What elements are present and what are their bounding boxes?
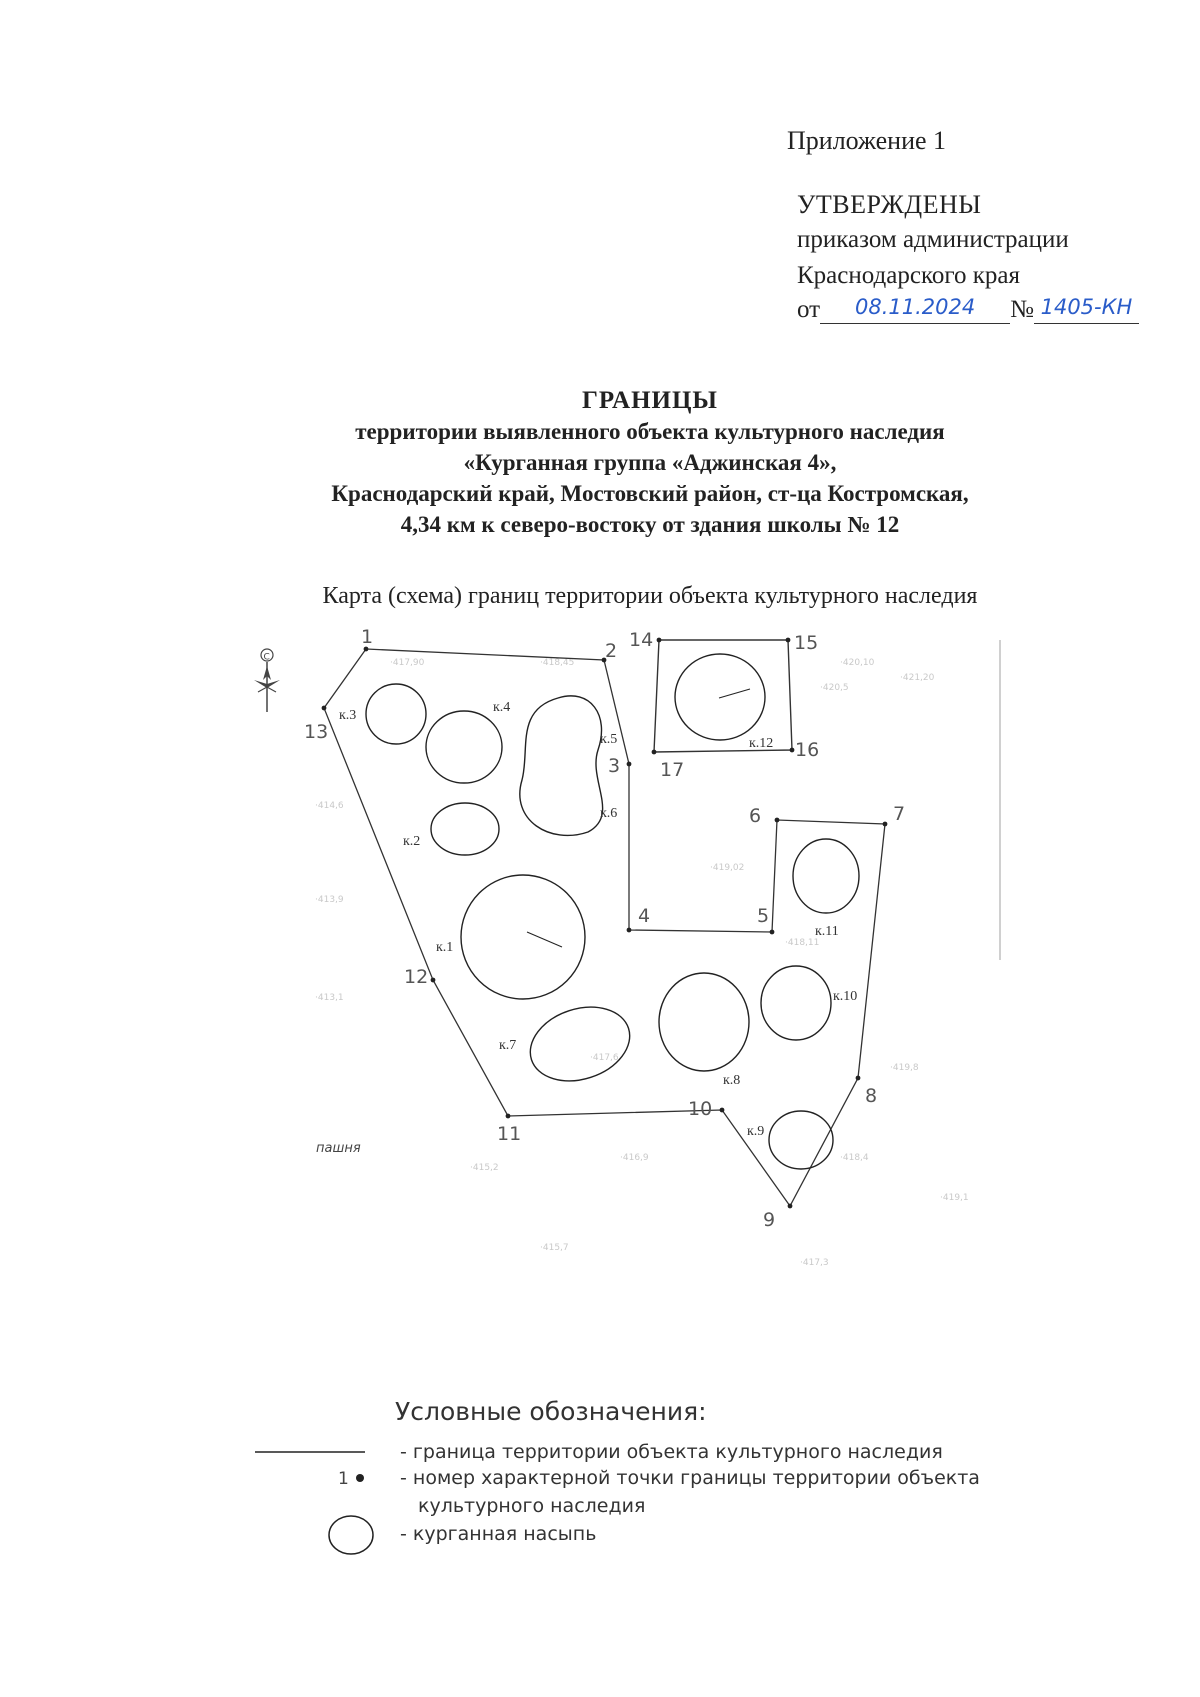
appendix-label: Приложение 1 [787,126,947,155]
map-caption: Карта (схема) границ территории объекта культурного наследия [322,583,978,609]
boundary-map [240,626,1040,1340]
svg-text:·414,6: ·414,6 [315,801,344,811]
mound-9 [769,1111,833,1169]
mound-label-10: к.10 [833,989,858,1004]
mound-label-8: к.8 [723,1073,741,1088]
mound-label-2: к.2 [403,834,421,849]
mound-label-3: к.3 [339,708,357,723]
order-date-line [797,295,1139,324]
point-8: 8 [865,1085,878,1107]
field-label: пашня [316,1141,361,1156]
mound-label-1: к.1 [436,940,454,955]
date-prefix: от [797,296,821,323]
legend-title: Условные обозначения: [395,1397,707,1426]
point-6: 6 [749,805,762,827]
point-12: 12 [404,966,429,988]
mound-2 [431,803,499,855]
mound-11 [793,839,859,913]
number-sign: № [1010,296,1034,323]
mound-label-6: к.6 [600,806,618,821]
mound-1 [461,875,585,999]
legend-point: - номер характерной точки границы территории объекта [400,1467,980,1489]
point-7: 7 [893,803,906,825]
mound-label-9: к.9 [747,1124,765,1139]
mound-label-5: к.5 [600,732,618,747]
mound-7 [521,995,640,1093]
point-13: 13 [304,721,329,743]
svg-text:·415,7: ·415,7 [540,1243,569,1253]
point-15: 15 [794,632,819,654]
svg-text:·419,8: ·419,8 [890,1063,919,1073]
point-2: 2 [605,640,618,662]
svg-text:·413,9: ·413,9 [315,895,344,905]
mound-label-7: к.7 [499,1038,517,1053]
legend-point-cont: культурного наследия [418,1495,646,1517]
legend-mound: - курганная насыпь [400,1523,597,1545]
document-title [200,385,1100,540]
svg-text:·420,10: ·420,10 [840,658,875,668]
order-date: 08.11.2024 [820,295,1010,324]
point-10: 10 [688,1098,713,1120]
svg-text:·421,20: ·421,20 [900,673,935,683]
title-line-4: Краснодарский край, Мостовский район, ст-ца Костромская, [331,481,969,506]
mound-label-4: к.4 [493,700,511,715]
order-number: 1405-КН [1034,295,1139,324]
svg-text:·415,2: ·415,2 [470,1163,499,1173]
north-label: С [263,652,270,663]
mound-5-6 [520,696,603,836]
title-line-2: территории выявленного объекта культурного наследия [355,419,945,444]
point-3: 3 [608,755,621,777]
svg-text:·416,9: ·416,9 [620,1153,649,1163]
svg-text:·417,3: ·417,3 [800,1258,829,1268]
title-line-5: 4,34 км к северо-востоку от здания школы № 12 [400,512,900,537]
mound-8 [659,973,749,1071]
region-label: Краснодарского края [797,262,1020,289]
title-line-3: «Курганная группа «Аджинская 4», [463,450,837,475]
svg-text:·418,45: ·418,45 [540,658,575,668]
point-14: 14 [629,629,654,651]
svg-text:·419,02: ·419,02 [710,863,745,873]
mound-label-11: к.11 [815,924,839,939]
svg-text:·417,90: ·417,90 [390,658,425,668]
point-1: 1 [361,626,374,648]
legend-point-dot [356,1474,364,1482]
svg-text:·418,4: ·418,4 [840,1153,869,1163]
point-9: 9 [763,1209,776,1231]
point-17: 17 [660,759,685,781]
mound-3 [366,684,426,744]
approved-label: УТВЕРЖДЕНЫ [797,190,982,219]
legend-symbols [255,1447,405,1557]
mound-12 [675,654,765,740]
territory-boundary [324,640,885,1206]
legend-boundary: - граница территории объекта культурного наследия [400,1441,943,1463]
svg-text:·419,1: ·419,1 [940,1193,969,1203]
svg-text:·420,5: ·420,5 [820,683,849,693]
mound-label-12: к.12 [749,736,774,751]
legend-point-number: 1 [338,1469,349,1489]
order-label: приказом администрации [797,226,1069,253]
point-16: 16 [795,739,820,761]
svg-text:·417,6: ·417,6 [590,1053,619,1063]
svg-text:·418,11: ·418,11 [785,938,820,948]
legend-mound-circle [329,1516,373,1554]
svg-text:·413,1: ·413,1 [315,993,344,1003]
north-arrow-icon [254,649,280,712]
title-line-1: ГРАНИЦЫ [582,387,718,414]
point-11: 11 [497,1123,522,1145]
mound-labels [339,700,857,1139]
boundary-points [322,638,888,1209]
mound-4 [426,711,502,783]
mound-10 [761,966,831,1040]
point-4: 4 [638,905,651,927]
point-5: 5 [757,905,770,927]
